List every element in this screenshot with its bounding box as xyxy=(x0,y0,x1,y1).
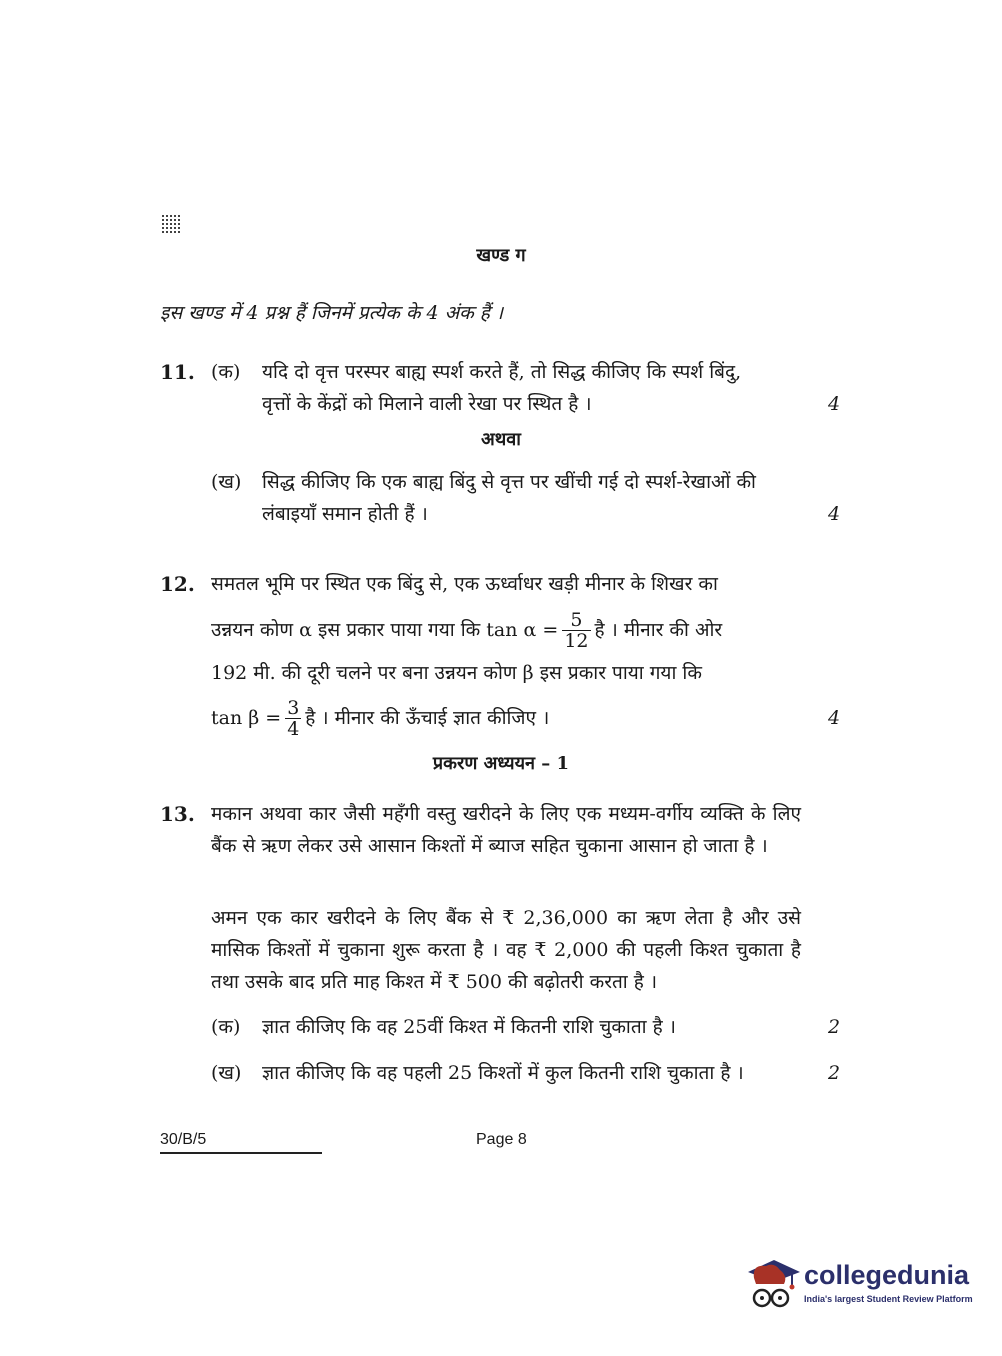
q11-b-line1: सिद्ध कीजिए कि एक बाह्य बिंदु से वृत्त पर खींची गई दो स्पर्श-रेखाओं की xyxy=(262,471,756,493)
q12-line4-pre: tan β = xyxy=(211,707,282,729)
q12-line1: समतल भूमि पर स्थित एक बिंदु से, एक ऊर्ध्वाधर खड़ी मीनार के शिखर का xyxy=(211,573,718,595)
q11-or: अथवा xyxy=(481,429,521,450)
case-study-title: प्रकरण अध्ययन – 1 xyxy=(432,753,570,774)
logo-name: collegedunia xyxy=(804,1260,970,1290)
q13-para1: मकान अथवा कार जैसी महँगी वस्तु खरीदने के लिए एक मध्यम-वर्गीय व्यक्ति के लिए बैंक से ऋण लेकर उसे आसान किश्तों में ब्याज सहित चुकाना आसान हो जाता है । xyxy=(211,803,801,857)
q11-a-marks: 4 xyxy=(828,393,841,415)
q12-line2 xyxy=(211,608,722,652)
q13-b-label: (ख) xyxy=(211,1062,242,1084)
qr-code-icon xyxy=(162,213,182,233)
q13-b-marks: 2 xyxy=(828,1062,841,1084)
section-title: खण्ड ग xyxy=(476,245,526,266)
q13-para2: अमन एक कार खरीदने के लिए बैंक से ₹ 2,36,000 का ऋण लेता है और उसे मासिक किश्तों में चुकाना शुरू करता है । वह ₹ 2,000 की पहली किश्त चुकाता है तथा उसके बाद प्रति माह किश्त में ₹ 500 की बढ़ोतरी करता है । xyxy=(211,907,801,993)
q11-a-line2: वृत्तों के केंद्रों को मिलाने वाली रेखा पर स्थित है । xyxy=(262,393,592,415)
q12-line4 xyxy=(211,696,549,740)
q13-a-text: ज्ञात कीजिए कि वह 25वीं किश्त में कितनी राशि चुकाता है । xyxy=(262,1016,676,1038)
q12-frac1-num: 5 xyxy=(562,610,590,631)
q12-frac1-den: 12 xyxy=(564,629,589,652)
q11-b-line2: लंबाइयाँ समान होती हैं । xyxy=(262,503,428,525)
q12-line4-post: है । मीनार की ऊँचाई ज्ञात कीजिए । xyxy=(305,707,550,729)
logo-tagline: India's largest Student Review Platform xyxy=(804,1294,973,1304)
footer-divider xyxy=(160,1152,322,1154)
q12-frac2-den: 4 xyxy=(287,717,300,740)
q13-number: 13. xyxy=(160,802,195,826)
q13-a-label: (क) xyxy=(211,1016,241,1038)
q12-line3: 192 मी. की दूरी चलने पर बना उन्नयन कोण β इस प्रकार पाया गया कि xyxy=(211,662,702,684)
q11-a-label: (क) xyxy=(211,361,241,383)
q12-fraction-1 xyxy=(562,610,590,651)
q13-b-text: ज्ञात कीजिए कि वह पहली 25 किश्तों में कुल कितनी राशि चुकाता है । xyxy=(262,1062,744,1084)
q11-number: 11. xyxy=(160,360,195,384)
q12-line2-post: है । मीनार की ओर xyxy=(594,619,723,641)
q11-a-line1: यदि दो वृत्त परस्पर बाह्य स्पर्श करते हैं, तो सिद्ध कीजिए कि स्पर्श बिंदु, xyxy=(262,361,742,383)
paper-code: 30/B/5 xyxy=(160,1131,207,1148)
page-number: Page 8 xyxy=(476,1131,527,1148)
mascot-icon xyxy=(744,1254,802,1316)
q12-frac2-num: 3 xyxy=(287,696,300,719)
q12-line2-pre: उन्नयन कोण α इस प्रकार पाया गया कि tan α = xyxy=(211,619,559,641)
q12-number: 12. xyxy=(160,572,195,596)
section-intro: इस खण्ड में 4 प्रश्न हैं जिनमें प्रत्येक के 4 अंक हैं । xyxy=(160,302,504,324)
collegedunia-logo[interactable] xyxy=(744,1250,974,1320)
q12-marks: 4 xyxy=(828,707,841,729)
q13-a-marks: 2 xyxy=(828,1016,841,1038)
q11-b-marks: 4 xyxy=(828,503,841,525)
q11-b-label: (ख) xyxy=(211,471,242,493)
q12-fraction-2 xyxy=(285,698,301,739)
